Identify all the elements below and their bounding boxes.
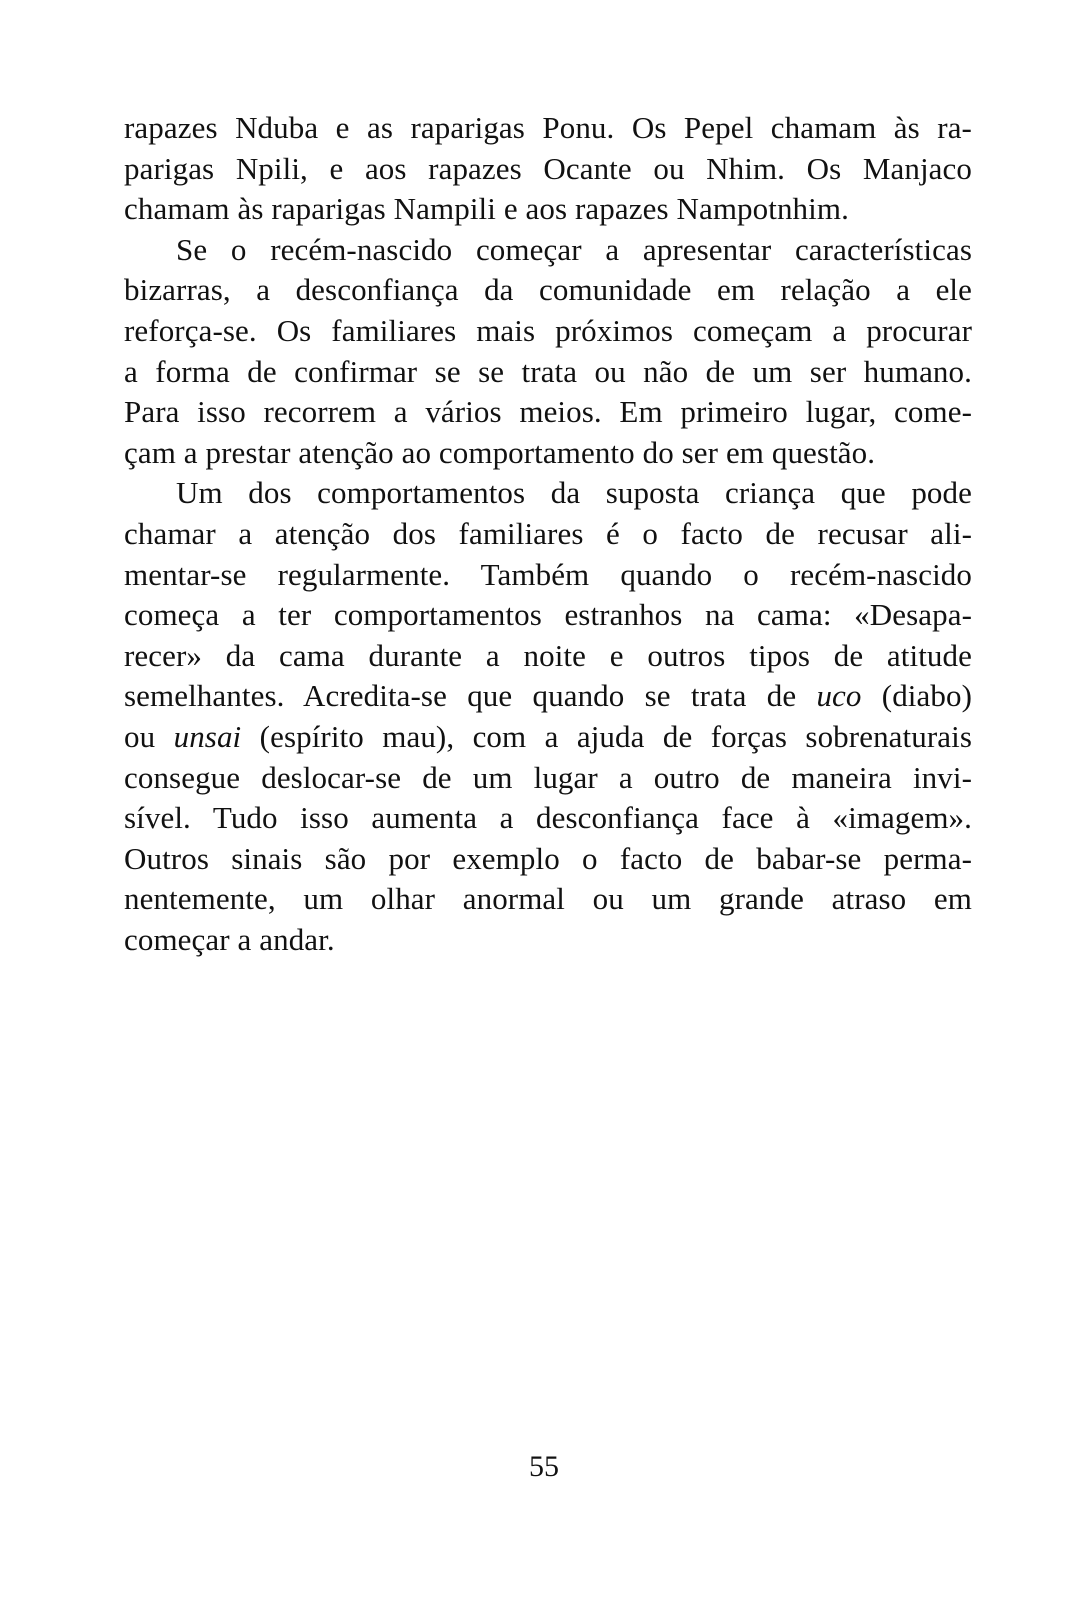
text-line: Se o recém-nascido começar a apresentar características (176, 231, 972, 267)
text-line: nentemente, um olhar anormal ou um grande atraso em (124, 881, 972, 917)
text-line: semelhantes. Acredita-se que quando se trata de uco (diabo) (124, 678, 972, 714)
text-line: começar a andar. (124, 921, 335, 957)
italic-term: uco (816, 678, 862, 714)
text-line: consegue deslocar-se de um lugar a outro de maneira invi- (124, 759, 972, 795)
text-line: começa a ter comportamentos estranhos na cama: «Desapa- (124, 597, 972, 633)
text-line: chamar a atenção dos familiares é o facto de recusar ali- (124, 515, 972, 551)
text-line: mentar-se regularmente. Também quando o recém-nascido (124, 556, 972, 592)
text-line: bizarras, a desconfiança da comunidade em relação a ele (124, 272, 972, 308)
text-line: chamam às raparigas Nampili e aos rapazes Nampotnhim. (124, 191, 849, 227)
text-line: sível. Tudo isso aumenta a desconfiança face à «imagem». (124, 800, 972, 836)
text-line: Um dos comportamentos da suposta criança que pode (176, 475, 972, 511)
italic-term: unsai (173, 718, 242, 754)
text-line: çam a prestar atenção ao comportamento do ser em questão. (124, 434, 876, 470)
body-text (124, 108, 972, 960)
text-line: a forma de confirmar se se trata ou não de um ser humano. (124, 353, 972, 389)
text-line: parigas Npili, e aos rapazes Ocante ou Nhim. Os Manjaco (124, 150, 972, 186)
text-line: reforça-se. Os familiares mais próximos começam a procurar (124, 312, 972, 348)
text-line: Para isso recorrem a vários meios. Em primeiro lugar, come- (124, 394, 972, 430)
text-line: ou unsai (espírito mau), com a ajuda de forças sobrenaturais (124, 718, 972, 754)
page-number: 55 (529, 1450, 559, 1483)
text-line: Outros sinais são por exemplo o facto de babar-se perma- (124, 840, 972, 876)
text-line: recer» da cama durante a noite e outros tipos de atitude (124, 637, 972, 673)
text-line: rapazes Nduba e as raparigas Ponu. Os Pepel chamam às ra- (124, 110, 972, 145)
